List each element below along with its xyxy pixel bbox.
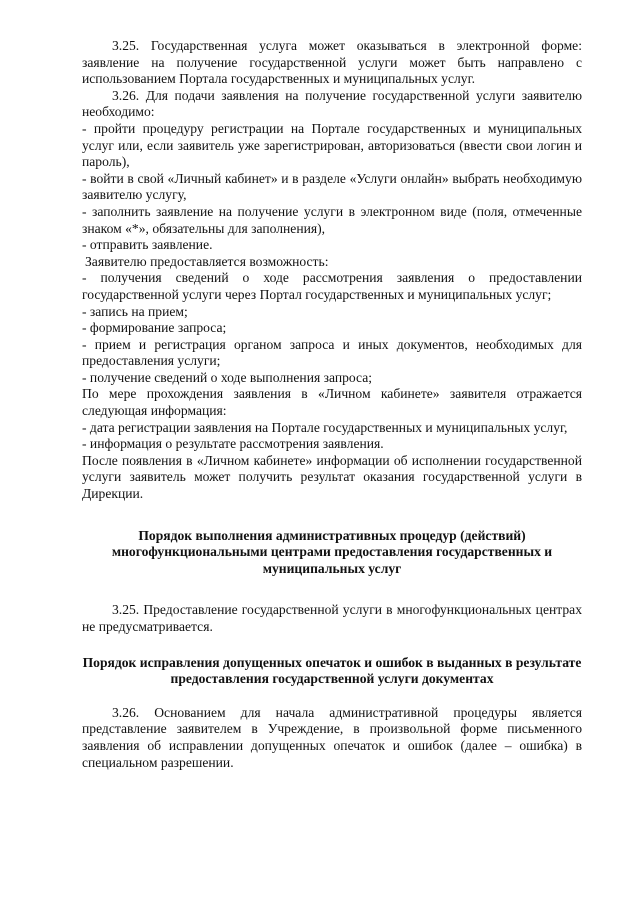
list-item-status-info: - получения сведений о ходе рассмотрения заявления о предоставлении государственной услуги через Портал государственных и муниципальных услуг;: [82, 270, 582, 302]
paragraph-3-26-submission: 3.26. Для подачи заявления на получение государственной услуги заявителю необходимо:: [82, 87, 582, 120]
paragraph-3-25-mfc: 3.25. Предоставление государственной услуги в многофункциональных центрах не предусматривается.: [82, 602, 582, 634]
paragraph-3-25-electronic: 3.25. Государственная услуга может оказываться в электронной форме: заявление на получение государственной услуги может быть направлено с использованием Портала государственных и муниципальных услуг.: [82, 38, 582, 87]
paragraph-cabinet-info: По мере прохождения заявления в «Личном кабинете» заявителя отражается следующая информация:: [82, 386, 582, 419]
paragraph-result-receipt: После появления в «Личном кабинете» информации об исполнении государственной услуги заявитель может получить результат оказания государственной услуги в Дирекции.: [82, 452, 582, 502]
list-item-send: - отправить заявление.: [82, 237, 213, 253]
document-body: [82, 38, 582, 771]
list-item-reg-date: - дата регистрации заявления на Портале государственных и муниципальных услуг,: [82, 419, 568, 435]
paragraph-possibilities: Заявителю предоставляется возможность:: [85, 253, 329, 269]
list-item-appointment: - запись на прием;: [82, 303, 188, 319]
list-item-request-form: - формирование запроса;: [82, 320, 227, 336]
list-item-fill-form: - заполнить заявление на получение услуги в электронном виде (поля, отмеченные знаком «*», обязательны для заполнения),: [82, 203, 582, 236]
section-heading-mfc: Порядок выполнения административных процедур (действий) многофункциональными центрами предоставления государственных и муниципальных услуг: [111, 527, 553, 576]
list-item-cabinet: - войти в свой «Личный кабинет» и в разделе «Услуги онлайн» выбрать необходимую заявителю услугу,: [82, 170, 582, 203]
list-item-register: - пройти процедуру регистрации на Портале государственных и муниципальных услуг или, если заявитель уже зарегистрирован, авторизоваться (ввести свои логин и пароль),: [82, 120, 582, 170]
list-item-registration: - прием и регистрация органом запроса и иных документов, необходимых для предоставления услуги;: [82, 336, 582, 369]
paragraph-3-26-grounds: 3.26. Основанием для начала административной процедуры является представление заявителем в Учреждение, в произвольной форме письменного заявления об исправлении допущенных опечаток и ошибок (далее – ошибка) в специальном разрешении.: [82, 704, 582, 770]
list-item-result-info: - информация о результате рассмотрения заявления.: [82, 436, 384, 452]
list-item-progress: - получение сведений о ходе выполнения запроса;: [82, 369, 373, 385]
section-heading-corrections: Порядок исправления допущенных опечаток и ошибок в выданных в результате предоставления государственной услуги документах: [82, 654, 582, 687]
